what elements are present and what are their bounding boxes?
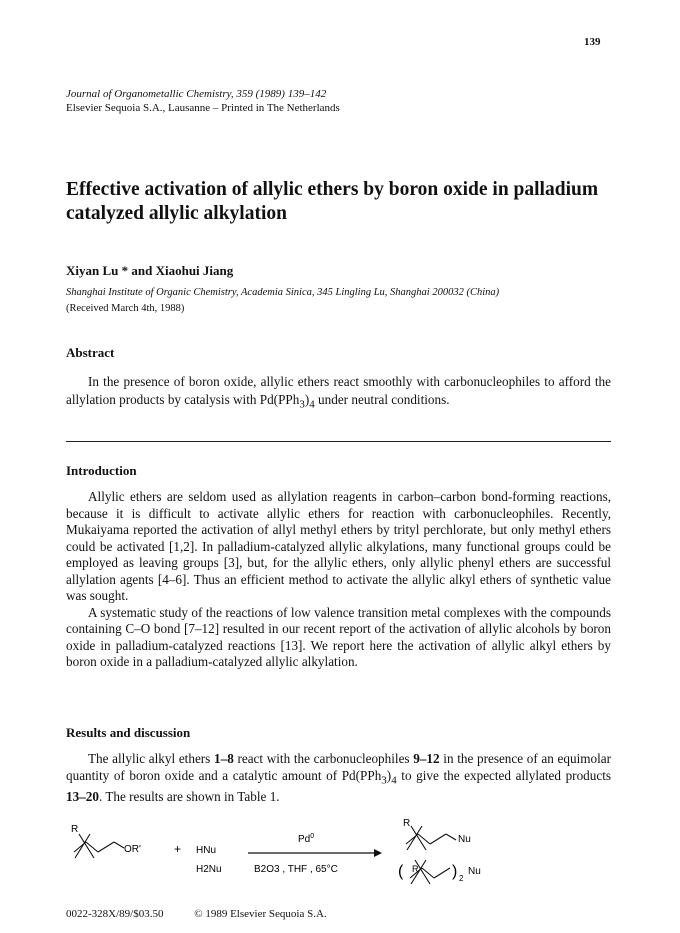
reactant-r-label: R <box>71 824 79 835</box>
page-number: 139 <box>584 36 601 48</box>
title-line-2: catalyzed allylic alkylation <box>66 203 287 224</box>
compound-range-nucleophiles: 9–12 <box>413 751 440 766</box>
results-paragraph <box>66 751 611 805</box>
compound-range-ethers: 1–8 <box>214 751 234 766</box>
article-title <box>66 178 626 226</box>
results-text-3: in the presence of an equimolar quantity of boron oxide and a catalytic amount of Pd(PPh <box>66 751 612 783</box>
results-sub-1: 3 <box>381 774 387 787</box>
catalyst-label: Pd$^0$ <box>298 833 315 845</box>
reaction-arrow <box>248 849 382 857</box>
introduction-body <box>66 489 611 671</box>
section-divider <box>66 441 611 442</box>
footer-copyright: © 1989 Elsevier Sequoia S.A. <box>194 908 327 920</box>
leaving-group-label: OR' <box>124 844 141 855</box>
reaction-scheme <box>66 818 611 888</box>
reaction-conditions: B2O3 , THF , 65°C <box>254 864 338 875</box>
close-paren: ) <box>452 863 458 880</box>
abstract-text-2: ) <box>304 392 310 407</box>
results-text-2: react with the carbonucleophiles <box>233 751 414 766</box>
dinucleophile-label: H2Nu <box>196 864 222 875</box>
title-line-1: Effective activation of allylic ethers by boron oxide in palladium <box>66 179 599 200</box>
journal-citation <box>66 87 340 115</box>
footer <box>66 908 355 920</box>
compound-range-products: 13–20 <box>66 788 99 804</box>
results-text-4: ) <box>386 767 392 783</box>
nucleophile-label: HNu <box>196 845 217 856</box>
authors: Xiyan Lu * and Xiaohui Jiang <box>66 263 234 278</box>
results-heading: Results and discussion <box>66 725 191 740</box>
journal-line-1: Journal of Organometallic Chemistry, 359 (1989) 139–142 <box>66 88 327 100</box>
product-r-label: R <box>403 818 411 829</box>
abstract-heading: Abstract <box>66 345 115 360</box>
results-text-5: to give the expected allylated products <box>396 767 612 783</box>
abstract-text <box>66 373 611 414</box>
abstract-text-1: In the presence of boron oxide, allylic ethers react smoothly with carbonucleophiles to afford the allylation products by catalysis with Pd(PPh <box>66 374 611 407</box>
introduction-paragraph-1: Allylic ethers are seldom used as allylation reagents in carbon–carbon bond-forming reactions, because it is difficult to activate allylic ethers for reaction with carbonucleophiles. Recently, Mukaiyama reported the activation of allyl methyl ethers by trityl perchlorate, but only methyl ethers could be activated [1,2]. In palladium-catalyzed allylic alkylations, many functional groups could be employed as leaving groups [3], but, for the allylic ethers, only allylic phenyl ethers are successful allylation agents [4–6]. Thus an efficient method to activate the allylic alkyl ethers of synthetic value was sought. <box>66 489 611 603</box>
product2-nu-label: Nu <box>468 866 481 877</box>
product2-r-label: R <box>412 864 419 874</box>
results-text-6: . The results are shown in Table 1. <box>98 788 280 804</box>
monoallylated-product-structure <box>406 826 456 850</box>
journal-line-2: Elsevier Sequoia S.A., Lausanne – Printed in The Netherlands <box>66 102 340 114</box>
affiliation: Shanghai Institute of Organic Chemistry, Academia Sinica, 345 Lingling Lu, Shanghai 200032 (China) <box>66 287 500 298</box>
open-paren: ( <box>398 863 404 880</box>
introduction-paragraph-2: A systematic study of the reactions of low valence transition metal complexes with the compounds containing C–O bond [7–12] resulted in our recent report of the activation of allylic alcohols by boron oxide in palladium-catalyzed reactions [13]. We report here the activation of allylic alkyl ethers by boron oxide in a palladium-catalyzed allylic alkylation. <box>66 604 611 669</box>
product2-subscript: 2 <box>459 874 464 883</box>
allylic-ether-structure <box>74 834 124 858</box>
abstract-sub-1: 3 <box>299 398 305 411</box>
abstract-sub-2: 4 <box>309 398 315 411</box>
footer-code: 0022-328X/89/$03.50 <box>66 908 164 920</box>
results-sub-2: 4 <box>391 774 397 787</box>
product-nu-label: Nu <box>458 834 471 845</box>
introduction-heading: Introduction <box>66 463 137 478</box>
received-date: (Received March 4th, 1988) <box>66 303 185 314</box>
results-text-1: The allylic alkyl ethers <box>88 751 214 766</box>
plus-sign: + <box>174 842 182 856</box>
abstract-text-3: under neutral conditions. <box>314 392 450 407</box>
